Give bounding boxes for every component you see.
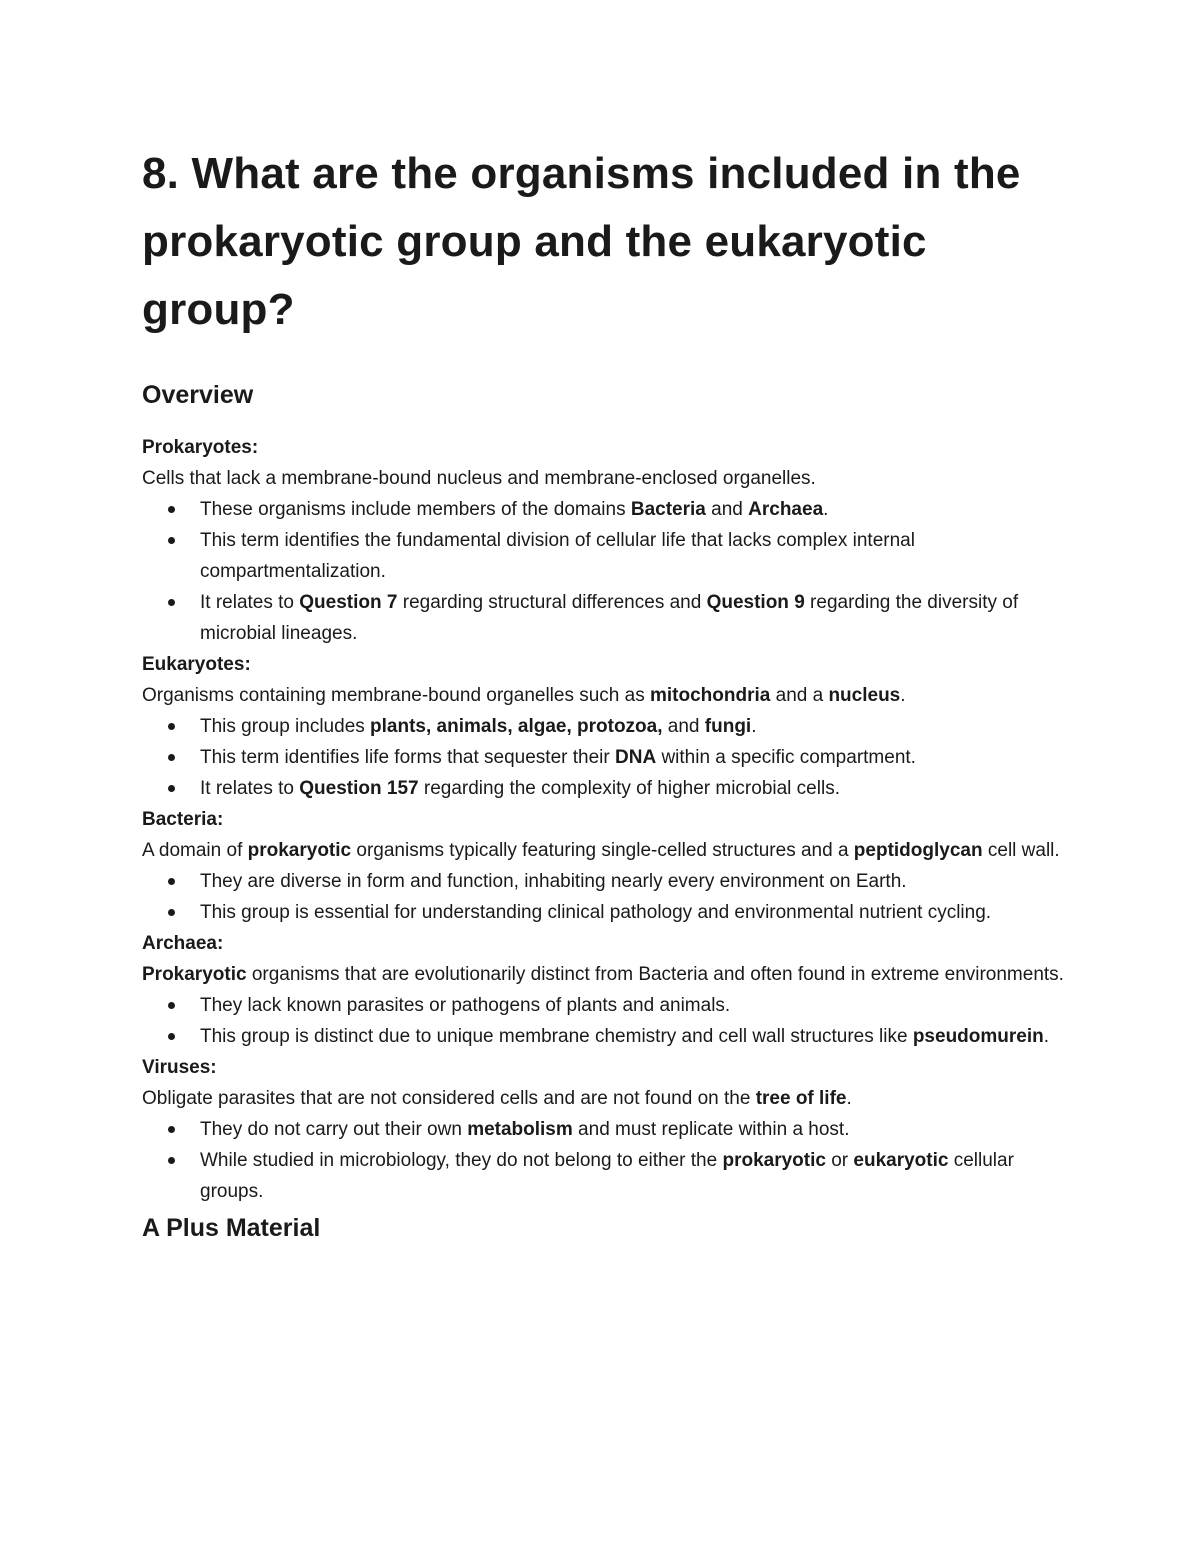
page-title: 8. What are the organisms included in the prokaryotic group and the eukaryotic group? bbox=[142, 149, 1021, 334]
sections bbox=[142, 432, 1072, 1207]
list-item: These organisms include members of the domains Bacteria and Archaea. bbox=[200, 494, 1072, 525]
section-viruses bbox=[142, 1052, 1072, 1207]
a-plus-material-heading: A Plus Material bbox=[142, 1214, 321, 1242]
bullet-list bbox=[142, 711, 1072, 804]
list-item: This group is essential for understanding clinical pathology and environmental nutrient cycling. bbox=[200, 897, 1072, 928]
definition-prokaryotes: Cells that lack a membrane-bound nucleus and membrane-enclosed organelles. bbox=[142, 468, 816, 489]
list-item: This term identifies life forms that sequester their DNA within a specific compartment. bbox=[200, 742, 1072, 773]
section-eukaryotes bbox=[142, 649, 1072, 804]
term-archaea: Archaea: bbox=[142, 933, 224, 954]
definition-eukaryotes: Organisms containing membrane-bound organelles such as mitochondria and a nucleus. bbox=[142, 685, 906, 706]
list-item: This group includes plants, animals, algae, protozoa, and fungi. bbox=[200, 711, 1072, 742]
bullet-list bbox=[142, 990, 1072, 1052]
definition-bacteria: A domain of prokaryotic organisms typically featuring single-celled structures and a peptidoglycan cell wall. bbox=[142, 840, 1060, 861]
definition-archaea: Prokaryotic organisms that are evolutionarily distinct from Bacteria and often found in extreme environments. bbox=[142, 964, 1064, 985]
bullet-list bbox=[142, 1114, 1072, 1207]
list-item: They do not carry out their own metabolism and must replicate within a host. bbox=[200, 1114, 1072, 1145]
section-archaea bbox=[142, 928, 1072, 1052]
document-page bbox=[142, 140, 1072, 1245]
list-item: It relates to Question 157 regarding the complexity of higher microbial cells. bbox=[200, 773, 1072, 804]
list-item: While studied in microbiology, they do not belong to either the prokaryotic or eukaryotic cellular groups. bbox=[200, 1145, 1072, 1207]
section-prokaryotes bbox=[142, 432, 1072, 649]
list-item: They are diverse in form and function, inhabiting nearly every environment on Earth. bbox=[200, 866, 1072, 897]
section-bacteria bbox=[142, 804, 1072, 928]
overview-heading: Overview bbox=[142, 381, 254, 409]
list-item: This term identifies the fundamental division of cellular life that lacks complex internal compartmentalization. bbox=[200, 525, 1072, 587]
bullet-list bbox=[142, 494, 1072, 649]
definition-viruses: Obligate parasites that are not considered cells and are not found on the tree of life. bbox=[142, 1088, 852, 1109]
term-viruses: Viruses: bbox=[142, 1057, 217, 1078]
term-eukaryotes: Eukaryotes: bbox=[142, 654, 251, 675]
list-item: They lack known parasites or pathogens of plants and animals. bbox=[200, 990, 1072, 1021]
term-bacteria: Bacteria: bbox=[142, 809, 224, 830]
list-item: This group is distinct due to unique membrane chemistry and cell wall structures like pseudomurein. bbox=[200, 1021, 1072, 1052]
term-prokaryotes: Prokaryotes: bbox=[142, 437, 259, 458]
list-item: It relates to Question 7 regarding structural differences and Question 9 regarding the diversity of microbial lineages. bbox=[200, 587, 1072, 649]
bullet-list bbox=[142, 866, 1072, 928]
